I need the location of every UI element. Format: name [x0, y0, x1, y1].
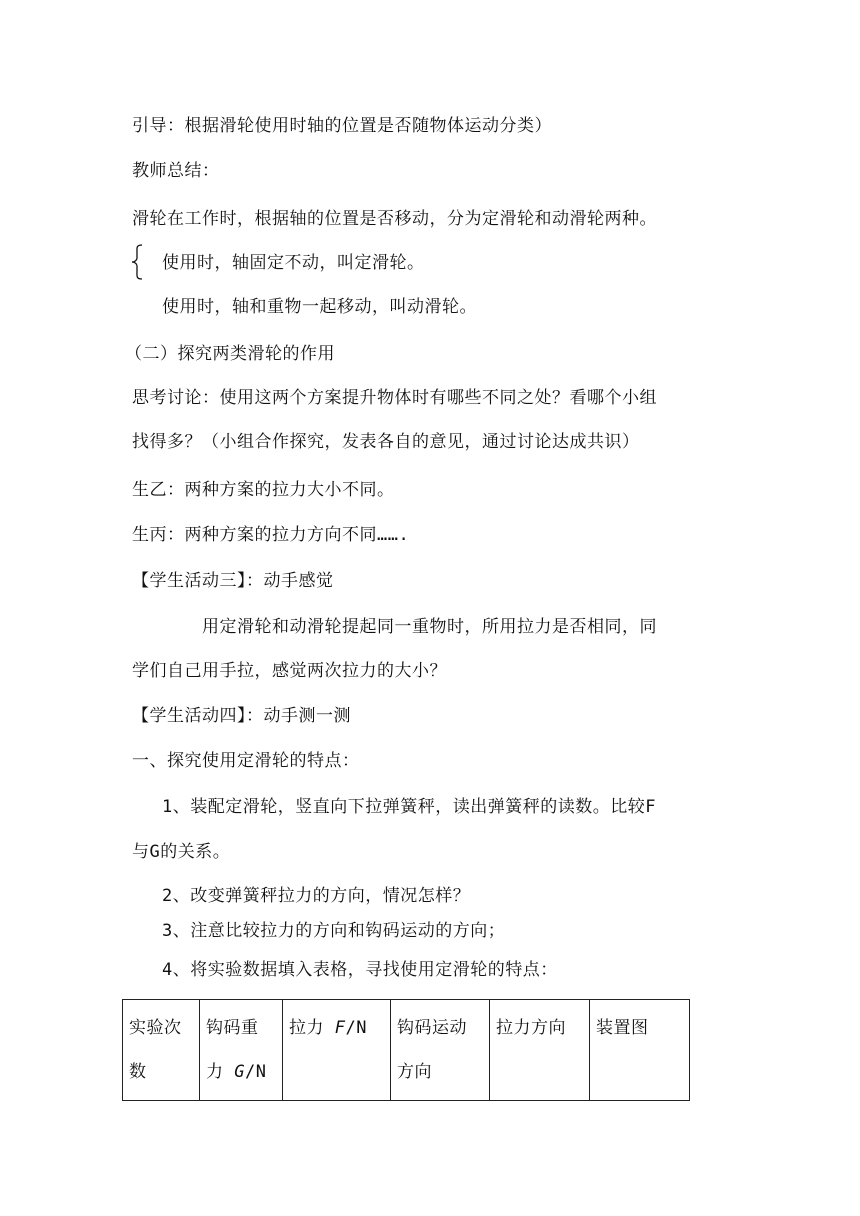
- text-line-step-1-cont: 与G的关系。: [132, 842, 231, 862]
- text-line-explore-fixed-pulley: 一、探究使用定滑轮的特点：: [132, 751, 360, 771]
- text-line-student-yi: 生乙：两种方案的拉力大小不同。: [132, 480, 395, 500]
- text-line-step-3: 3、注意比较拉力的方向和钩码运动的方向；: [162, 921, 506, 941]
- header-pull-force-unit: /N: [345, 1018, 367, 1038]
- header-pull-direction: 拉力方向: [490, 1000, 590, 1101]
- header-pull-force-label: 拉力: [289, 1018, 335, 1038]
- header-pull-force: [283, 1000, 391, 1101]
- header-weight-direction: [391, 1000, 490, 1101]
- text-line-discussion-1: 思考讨论：使用这两个方案提升物体时有哪些不同之处？看哪个小组: [132, 388, 657, 408]
- header-trial-number-line1: 实验次: [129, 1018, 182, 1038]
- activity-four-heading: 【学生活动四】：动手测一测: [132, 706, 351, 726]
- text-line-activity-three-1: 用定滑轮和动滑轮提起同一重物时，所用拉力是否相同，同: [202, 617, 657, 637]
- table-header-row: [123, 1000, 690, 1101]
- header-weight-direction-line2: 方向: [397, 1062, 432, 1082]
- text-line-teacher-summary: 教师总结：: [132, 161, 220, 181]
- text-line-step-1: 1、装配定滑轮，竖直向下拉弹簧秤，读出弹簧秤的读数。比较F: [162, 797, 656, 817]
- header-weight-unit: /N: [245, 1062, 267, 1082]
- header-weight: [200, 1000, 283, 1101]
- header-weight-symbol: G: [234, 1062, 245, 1082]
- header-pull-force-symbol: F: [334, 1018, 346, 1038]
- text-line-movable-pulley-def: 使用时，轴和重物一起移动，叫动滑轮。: [162, 297, 477, 317]
- text-line-step-4: 4、将实验数据填入表格，寻找使用定滑轮的特点：: [162, 960, 558, 980]
- activity-three-heading: 【学生活动三】：动手感觉: [132, 571, 334, 591]
- header-trial-number: [123, 1000, 200, 1101]
- text-line-step-2: 2、改变弹簧秤拉力的方向，情况怎样？: [162, 886, 471, 906]
- text-line-discussion-2: 找得多？（小组合作探究，发表各自的意见，通过讨论达成共识）: [132, 432, 640, 452]
- section-heading-two: （二）探究两类滑轮的作用: [125, 344, 335, 364]
- text-line-guide: 引导：根据滑轮使用时轴的位置是否随物体运动分类）: [132, 116, 552, 136]
- header-apparatus-diagram: 装置图: [590, 1000, 690, 1101]
- left-brace-icon: [130, 244, 144, 280]
- text-line-pulley-classification: 滑轮在工作时，根据轴的位置是否移动，分为定滑轮和动滑轮两种。: [132, 209, 657, 229]
- text-line-fixed-pulley-def: 使用时，轴固定不动，叫定滑轮。: [162, 253, 425, 273]
- header-weight-line1: 钩码重: [206, 1018, 259, 1038]
- experiment-data-table: [122, 999, 690, 1101]
- header-weight-direction-line1: 钩码运动: [397, 1018, 467, 1038]
- header-weight-prefix: 力: [206, 1062, 235, 1082]
- header-trial-number-line2: 数: [129, 1062, 147, 1082]
- text-line-student-bing: 生丙：两种方案的拉力方向不同…….: [132, 525, 410, 545]
- text-line-activity-three-2: 学们自己用手拉，感觉两次拉力的大小？: [132, 661, 447, 681]
